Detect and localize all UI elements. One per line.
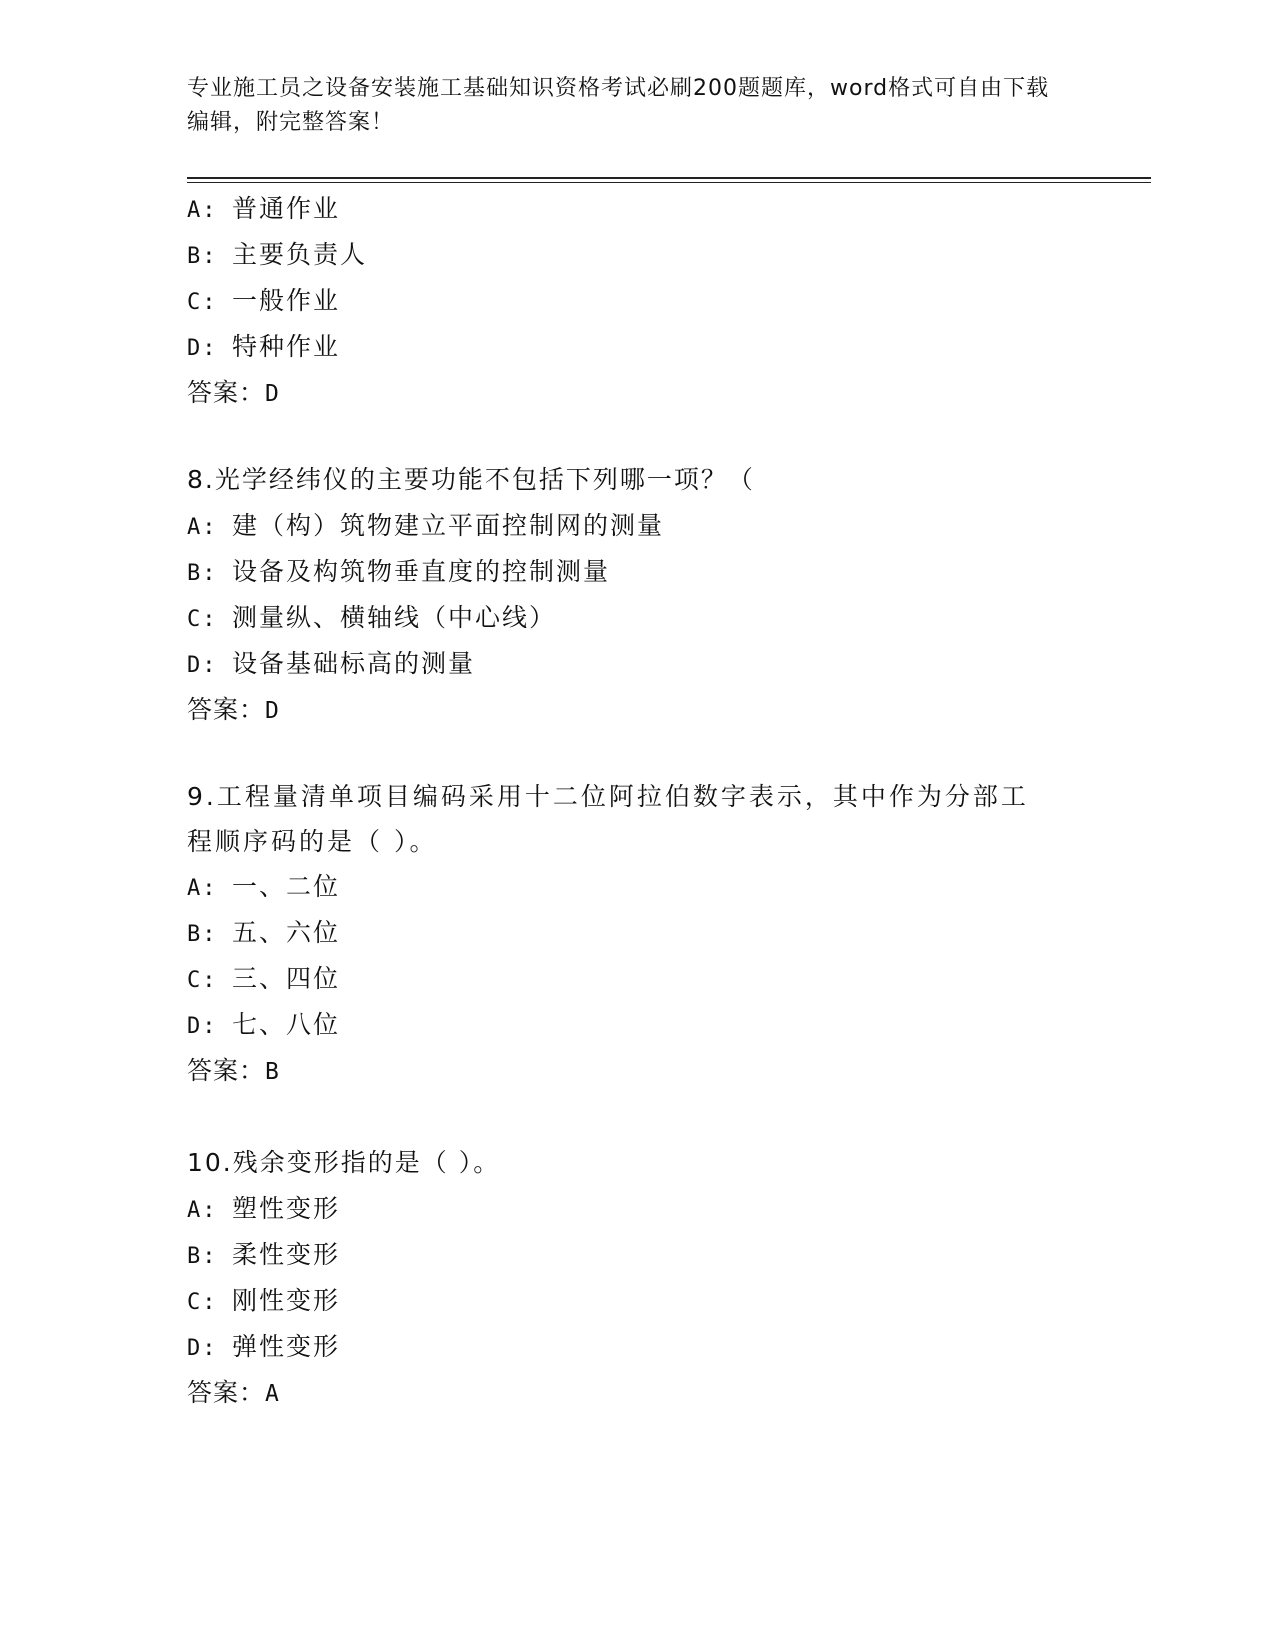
option-text: 主要负责人 (232, 240, 368, 269)
answer-line (187, 370, 1087, 416)
option-text: 一般作业 (232, 286, 341, 315)
option-text: 塑性变形 (232, 1194, 341, 1223)
option-letter: C: (187, 290, 218, 315)
option-text: 普通作业 (232, 194, 341, 223)
option-b (187, 910, 1087, 956)
option-c (187, 595, 1087, 641)
answer-label: 答案： (187, 1056, 266, 1085)
option-letter: D: (187, 336, 218, 361)
answer-line (187, 1048, 1087, 1094)
option-text: 设备及构筑物垂直度的控制测量 (232, 557, 611, 586)
option-letter: D: (187, 1014, 218, 1039)
option-d (187, 1002, 1087, 1048)
option-letter: D: (187, 1336, 218, 1361)
answer-label: 答案： (187, 378, 266, 407)
answer-line (187, 687, 1087, 733)
option-b (187, 1232, 1087, 1278)
option-letter: A: (187, 515, 218, 540)
answer-value: B (265, 1059, 280, 1085)
option-text: 建（构）筑物建立平面控制网的测量 (232, 511, 665, 540)
question-9 (187, 774, 1087, 1094)
option-c (187, 956, 1087, 1002)
option-letter: A: (187, 198, 218, 223)
question-text: 9.工程量清单项目编码采用十二位阿拉伯数字表示，其中作为分部工程顺序码的是（ ）。 (187, 782, 1029, 856)
option-a (187, 186, 1087, 232)
question-text: 8.光学经纬仪的主要功能不包括下列哪一项？（ (187, 465, 755, 494)
question-8 (187, 457, 1087, 733)
option-a (187, 864, 1087, 910)
option-text: 三、四位 (232, 964, 341, 993)
header-divider-thin (187, 182, 1151, 183)
option-b (187, 232, 1087, 278)
option-letter: B: (187, 922, 218, 947)
option-d (187, 641, 1087, 687)
option-text: 弹性变形 (232, 1332, 341, 1361)
option-c (187, 1278, 1087, 1324)
option-letter: B: (187, 244, 218, 269)
option-text: 特种作业 (232, 332, 341, 361)
option-c (187, 278, 1087, 324)
answer-value: A (265, 1381, 280, 1407)
question-7 (187, 186, 1087, 416)
option-letter: D: (187, 653, 218, 678)
answer-label: 答案： (187, 695, 266, 724)
answer-value: D (265, 381, 280, 407)
option-letter: A: (187, 876, 218, 901)
question-text: 10.残余变形指的是（ ）。 (187, 1148, 501, 1177)
option-letter: B: (187, 561, 218, 586)
answer-value: D (265, 698, 280, 724)
option-letter: C: (187, 607, 218, 632)
question-10 (187, 1140, 1087, 1416)
option-text: 测量纵、横轴线（中心线） (232, 603, 557, 632)
option-d (187, 324, 1087, 370)
option-text: 刚性变形 (232, 1286, 341, 1315)
option-b (187, 549, 1087, 595)
option-letter: C: (187, 1290, 218, 1315)
option-text: 五、六位 (232, 918, 341, 947)
option-letter: C: (187, 968, 218, 993)
option-letter: B: (187, 1244, 218, 1269)
option-d (187, 1324, 1087, 1370)
option-letter: A: (187, 1198, 218, 1223)
answer-label: 答案： (187, 1378, 266, 1407)
page-header: 专业施工员之设备安装施工基础知识资格考试必刷200题题库，word格式可自由下载编辑，附完整答案！ (187, 76, 1050, 135)
option-text: 柔性变形 (232, 1240, 341, 1269)
option-a (187, 503, 1087, 549)
option-text: 一、二位 (232, 872, 341, 901)
header-divider (187, 177, 1151, 179)
option-text: 七、八位 (232, 1010, 341, 1039)
answer-line (187, 1370, 1087, 1416)
option-text: 设备基础标高的测量 (232, 649, 476, 678)
option-a (187, 1186, 1087, 1232)
